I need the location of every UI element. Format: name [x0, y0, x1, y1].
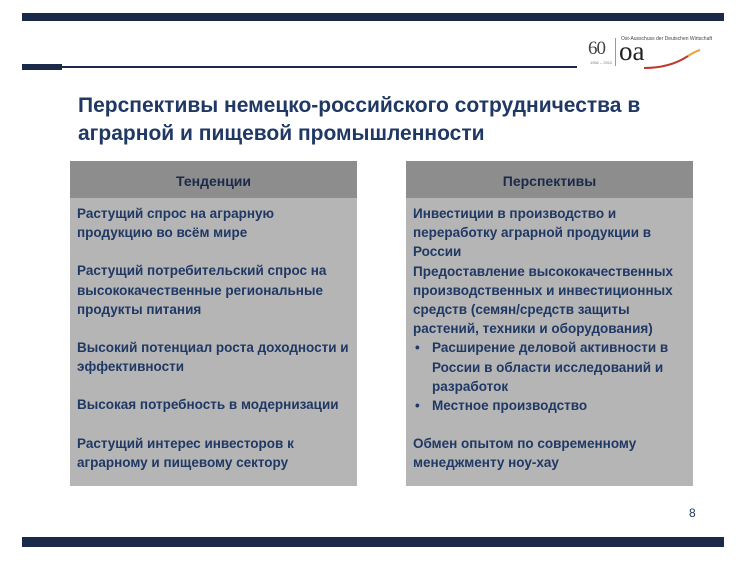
trend-item: Растущий спрос на аграрную продукцию во всём мире — [77, 206, 275, 241]
trend-item: Растущий потребительский спрос на высококачественные региональные продукты питания — [77, 263, 327, 317]
prospects-list — [406, 198, 693, 473]
bullet-text: Местное производство — [432, 398, 588, 414]
logo-arc-icon — [642, 48, 702, 70]
trends-panel — [70, 161, 357, 486]
trend-item: Высокая потребность в модернизации — [77, 397, 339, 413]
logo-caption: Ost-Ausschuss der Deutschen Wirtschaft — [621, 36, 713, 42]
bottom-bar — [22, 537, 724, 547]
prospects-panel-header: Перспективы — [406, 161, 693, 198]
slide-title: Перспективы немецко-российского сотрудничества в аграрной и пищевой промышленности — [78, 94, 641, 145]
trends-panel-header: Тенденции — [70, 161, 357, 198]
prospect-know-how: Обмен опытом по современному менеджменту ноу-хау — [413, 436, 637, 471]
page-number: 8 — [689, 506, 696, 520]
trend-item: Высокий потенциал роста доходности и эффективности — [77, 340, 349, 375]
bullet-text: Расширение деловой активности в России в области исследований и разработок — [432, 340, 669, 394]
logo-divider — [615, 38, 616, 66]
prospect-bullet-list — [413, 338, 687, 415]
trends-list — [70, 198, 357, 472]
prospect-supply: Предоставление высококачественных производственных и инвестиционных средств (семян/средств защиты растений, техники и оборудования) — [413, 263, 674, 337]
bullet-item — [413, 338, 687, 396]
bullet-item — [413, 396, 687, 415]
header-rule — [22, 66, 577, 68]
oa-logo — [588, 36, 718, 70]
trend-item: Растущий интерес инвесторов к аграрному и пищевому сектору — [77, 435, 294, 470]
bullet-icon: • — [415, 340, 420, 356]
logo-anniversary-number: 60 — [588, 38, 605, 59]
prospects-panel — [406, 161, 693, 486]
logo-oa-lettering: oa — [619, 36, 645, 66]
top-bar — [22, 13, 724, 21]
header-rule-accent — [22, 64, 62, 70]
prospect-investment: Инвестиции в производство и переработку аграрной продукции в России — [413, 206, 652, 260]
logo-anniversary-years: 1952 – 2012 — [590, 60, 613, 65]
bullet-icon: • — [415, 398, 420, 414]
